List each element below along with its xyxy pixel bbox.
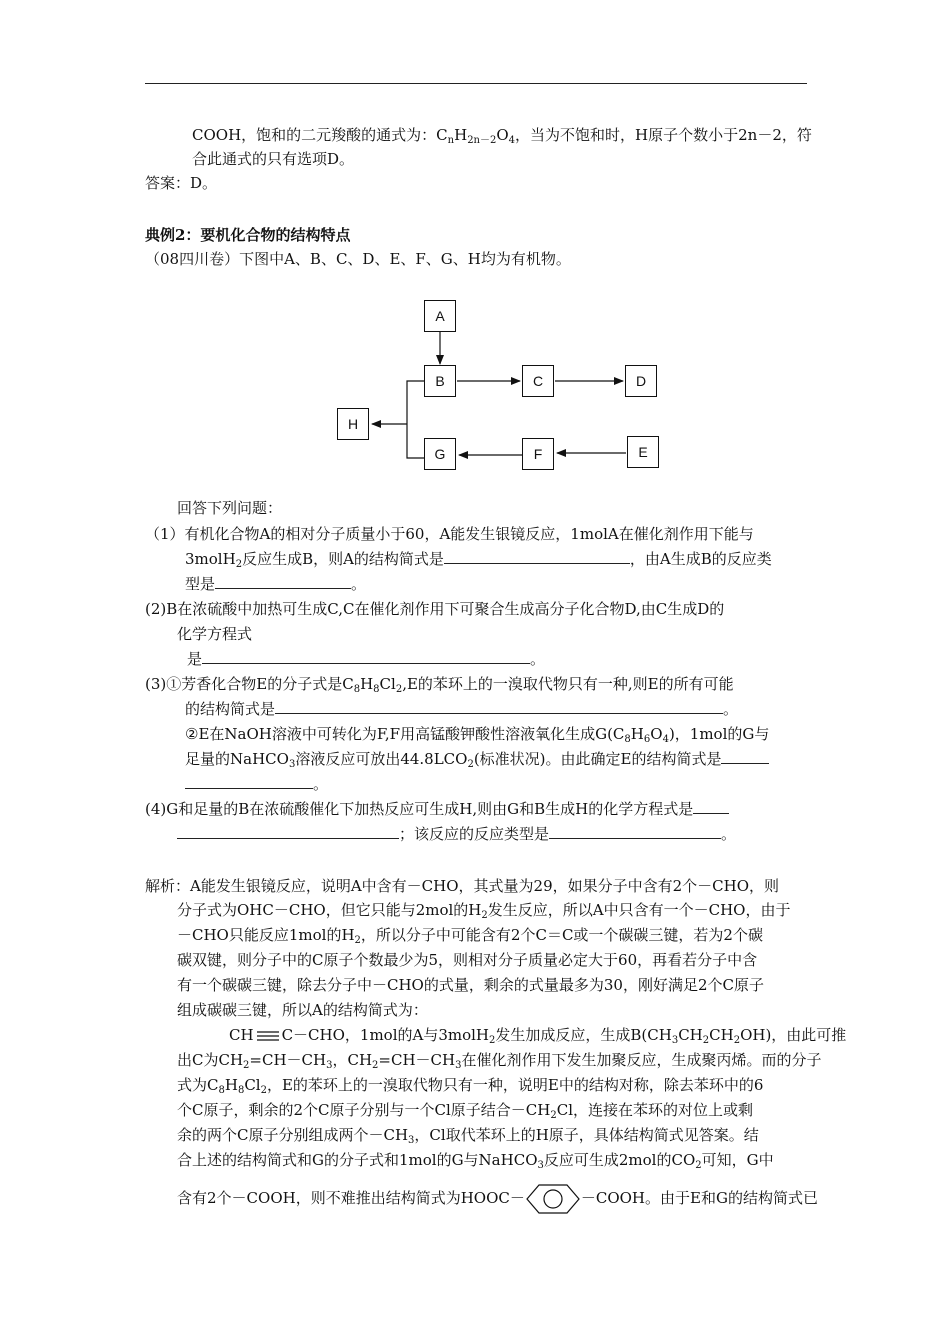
blank-a-structure[interactable] bbox=[444, 550, 630, 564]
node-h: H bbox=[337, 408, 369, 440]
node-b: B bbox=[424, 365, 456, 397]
blank-e-structure-a[interactable] bbox=[721, 750, 769, 764]
q4-line-2: ；该反应的反应类型是 。 bbox=[177, 824, 736, 844]
answer-text: 答案：D。 bbox=[145, 174, 218, 192]
analysis-line-5: 有一个碳碳三键，除去分子中－CHO的式量，剩余的式量最多为30，刚好满足2个C原子 bbox=[177, 976, 764, 994]
node-a: A bbox=[424, 300, 456, 332]
analysis-line-8: 出C为$CH_2=CH-CH_3$，$CH_2=CH-CH_3$在催化剂作用下发生加聚反应，生成聚丙烯。而的分子 bbox=[177, 1051, 822, 1071]
blank-ab-reaction-type[interactable] bbox=[215, 575, 351, 589]
blank-e-structures[interactable] bbox=[275, 700, 723, 714]
q4-line-1: (4)G和足量的B在浓硫酸催化下加热反应可生成H,则由G和B生成H的化学方程式是 bbox=[145, 799, 729, 819]
q1-line-2: 3molH$_2$反应生成B，则A的结构简式是 ，由A生成B的反应类 bbox=[185, 550, 772, 570]
benzene-ring-icon bbox=[525, 1182, 581, 1216]
q2-line-3: 是 。 bbox=[187, 650, 546, 668]
q3-line-3: ②E在NaOH溶液中可转化为F,F用高锰酸钾酸性溶液氧化生成$G(C_8H_6O_4)$，1mol的G与 bbox=[185, 725, 770, 745]
analysis-line-3: －CHO只能反应1mol的$H_2$，所以分子中可能含有2个C＝C或一个碳碳三键，若为2个碳 bbox=[177, 926, 763, 946]
analysis-line-11: 余的两个C原子分别组成两个$-CH_3$，Cl取代苯环上的H原子，具体结构简式见答案。结 bbox=[177, 1126, 759, 1146]
analysis-line-7: CH C－CHO，1mol的A与3molH$_2$发生加成反应，生成$B(CH_3CH_2CH_2OH)$，由此可推 bbox=[229, 1026, 847, 1046]
node-f: F bbox=[522, 438, 554, 470]
q3-line-1: (3)①芳香化合物E的分子式是$C_8H_8Cl_2,E$的苯环上的一溴取代物只有一种,则E的所有可能 bbox=[145, 675, 734, 695]
triple-bond-symbol bbox=[255, 1030, 281, 1042]
reaction-diagram-lines bbox=[0, 0, 950, 500]
node-e: E bbox=[627, 436, 659, 468]
intro-line-2: 合此通式的只有选项D。 bbox=[192, 150, 355, 168]
analysis-line-10: 个C原子，剩余的2个C原子分别与一个Cl原子结合$-CH_2Cl$，连接在苯环的对位上或剩 bbox=[177, 1101, 753, 1121]
analysis-line-12: 合上述的结构简式和G的分子式和1mol的G与NaHCO$_3$反应可生成2mol的$CO_2$可知，G中 bbox=[177, 1151, 774, 1171]
analysis-line-4: 碳双键，则分子中的C原子个数最少为5，则相对分子质量必定大于60，再看若分子中含 bbox=[177, 951, 758, 969]
bracket-bg bbox=[407, 381, 424, 458]
questions-prompt: 回答下列问题： bbox=[177, 499, 283, 517]
q1-line-1: （1）有机化合物A的相对分子质量小于60，A能发生银镜反应，1molA在催化剂作用下能与 bbox=[145, 525, 754, 543]
blank-gbh-equation-b[interactable] bbox=[177, 825, 399, 839]
node-c: C bbox=[522, 365, 554, 397]
q3-line-5: 。 bbox=[185, 774, 328, 794]
blank-gbh-reaction-type[interactable] bbox=[549, 825, 721, 839]
analysis-line-1: 解析：A能发生银镜反应，说明A中含有－CHO，其式量为29，如果分子中含有2个－CHO，则 bbox=[145, 877, 780, 895]
blank-e-structure-b[interactable] bbox=[185, 775, 313, 789]
blank-gbh-equation-a[interactable] bbox=[693, 800, 729, 814]
node-d: D bbox=[625, 365, 657, 397]
analysis-line-13: 含有2个－COOH，则不难推出结构简式为HOOC－ －COOH。由于E和G的结构简式已 bbox=[177, 1182, 818, 1216]
analysis-line-9: 式为$C_8H_8Cl_2$，E的苯环上的一溴取代物只有一种，说明E中的结构对称，除去苯环中的6 bbox=[177, 1076, 764, 1096]
q2-line-2: 化学方程式 bbox=[177, 625, 253, 643]
intro-line-1: COOH，饱和的二元羧酸的通式为：$C_nH_{2n-2}O_4$，当为不饱和时，H原子个数小于2n－2，符 bbox=[192, 126, 812, 146]
blank-cd-equation[interactable] bbox=[202, 650, 530, 664]
analysis-line-2: 分子式为OHC－CHO，但它只能与2mol的$H_2$发生反应，所以A中只含有一个－CHO，由于 bbox=[177, 901, 791, 921]
q3-line-4: 足量的NaHCO$_3$溶液反应可放出$44.8LCO_2$(标准状况)。由此确定E的结构简式是 bbox=[185, 749, 769, 769]
section-source: （08四川卷）下图中A、B、C、D、E、F、G、H均为有机物。 bbox=[145, 250, 571, 268]
q2-line-1: (2)B在浓硫酸中加热可生成C,C在催化剂作用下可聚合生成高分子化合物D,由C生成D的 bbox=[145, 600, 725, 618]
node-g: G bbox=[424, 438, 456, 470]
analysis-line-6: 组成碳碳三键，所以A的结构简式为： bbox=[177, 1001, 428, 1019]
q1-line-3: 型是 。 bbox=[185, 575, 367, 593]
q3-line-2: 的结构简式是 。 bbox=[185, 700, 739, 718]
section-heading: 典例2：要机化合物的结构特点 bbox=[145, 226, 351, 244]
